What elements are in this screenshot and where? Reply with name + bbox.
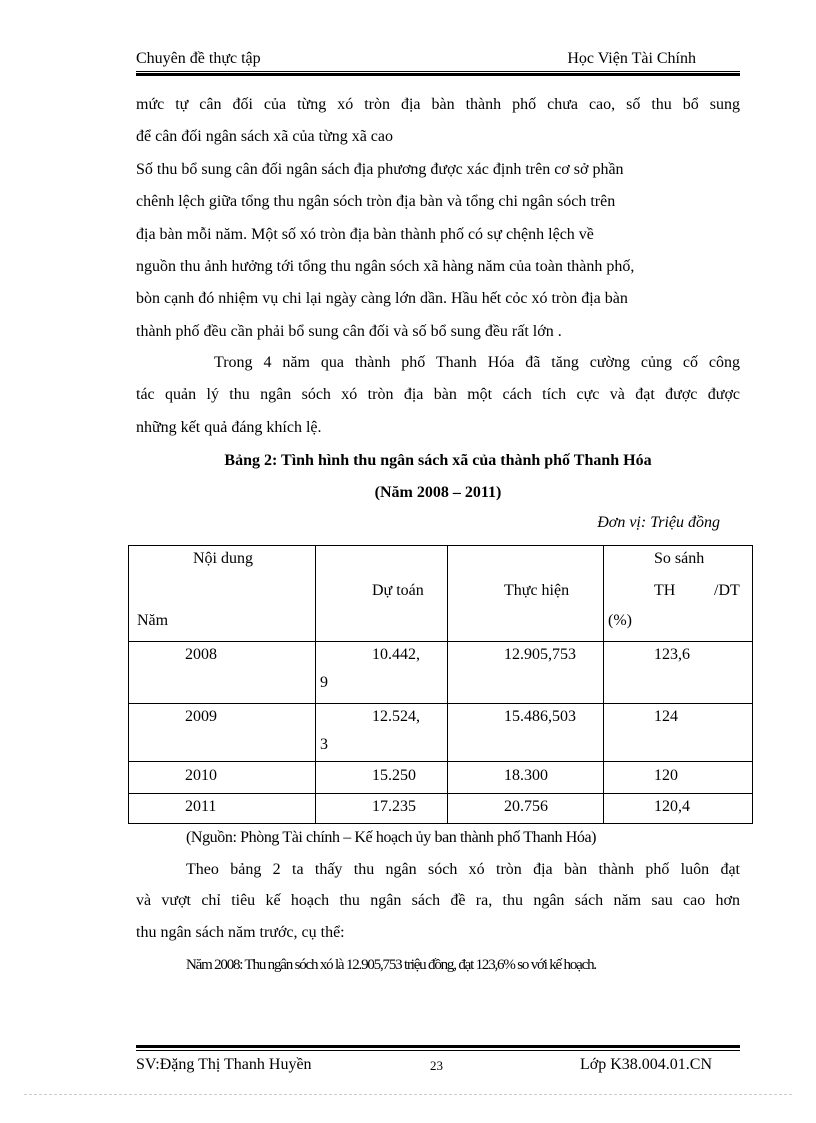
text-line: Theo bảng 2 ta thấy thu ngân sóch xó tròn địa bàn thành phố luôn đạt <box>186 861 740 878</box>
header-content: Nội dung <box>193 550 253 567</box>
text-line: để cân đối ngân sách xã của từng xã cao <box>136 128 394 145</box>
text-line: mức tự cân đối của từng xó tròn địa bàn thành phố chưa cao, số thu bổ sung <box>136 96 740 113</box>
cell-estimate: 17.235 <box>372 798 416 815</box>
cell-ratio: 120,4 <box>654 798 690 815</box>
cell-estimate: 15.250 <box>372 767 416 784</box>
cell-estimate: 12.524, <box>372 708 420 725</box>
header-compare-th: TH <box>654 582 676 599</box>
text-line: tác quản lý thu ngân sóch xó tròn địa bàn một cách tích cực và đạt được được <box>136 386 740 403</box>
table-unit: Đơn vị: Triệu đồng <box>597 514 720 531</box>
header-rule-thin <box>136 71 740 72</box>
text-line: và vượt chỉ tiêu kế hoạch thu ngân sách đề ra, thu ngân sách năm sau cao hơn <box>136 892 740 909</box>
header-compare-dt: /DT <box>714 582 740 599</box>
budget-table <box>128 545 753 824</box>
table-row <box>129 642 753 704</box>
page-header <box>136 50 740 70</box>
footer-rule-thick <box>136 1045 740 1048</box>
table-row <box>129 704 753 762</box>
cell-year: 2011 <box>185 798 217 815</box>
text-line: bòn cạnh đó nhiệm vụ chi lại ngày càng lớn dần. Hầu hết cỏc xó tròn địa bàn <box>136 290 628 307</box>
text-line: thu ngân sách năm trước, cụ thể: <box>136 924 345 941</box>
footer-student: SV:Đặng Thị Thanh Huyền <box>136 1056 312 1073</box>
page-edge-divider <box>24 1094 792 1095</box>
header-compare: So sánh <box>654 550 705 567</box>
cell-ratio: 124 <box>654 708 678 725</box>
table-years: (Năm 2008 – 2011) <box>374 484 502 501</box>
text-line: Số thu bổ sung cân đối ngân sách địa phương được xác định trên cơ sở phần <box>136 161 624 178</box>
text-line: Năm 2008: Thu ngân sóch xó là 12.905,753 triệu đồng, đạt 123,6% so với kế hoạch. <box>186 957 596 973</box>
table-header-row <box>129 546 753 642</box>
table-row <box>129 794 753 824</box>
page-number: 23 <box>430 1058 443 1073</box>
cell-estimate: 10.442, <box>372 646 420 663</box>
header-rule-thick <box>136 73 740 76</box>
cell-year: 2010 <box>185 767 217 784</box>
text-line: chênh lệch giữa tổng thu ngân sóch tròn địa bàn và tổng chi ngân sóch trên <box>136 193 616 210</box>
text-line: những kết quả đáng khích lệ. <box>136 419 322 436</box>
header-compare-pct: (%) <box>608 612 632 629</box>
footer-rule-thin <box>136 1050 740 1051</box>
text-line: thành phố đều cần phải bổ sung cân đối và số bổ sung đều rất lớn . <box>136 323 562 340</box>
text-line: địa bàn mỗi năm. Một số xó tròn địa bàn thành phố có sự chệnh lệch về <box>136 226 594 243</box>
table-title: Bảng 2: Tình hình thu ngân sách xã của thành phố Thanh Hóa <box>224 452 652 469</box>
cell-actual: 18.300 <box>504 767 548 784</box>
cell-year: 2008 <box>185 646 217 663</box>
footer-class: Lớp K38.004.01.CN <box>579 1056 712 1073</box>
cell-actual: 20.756 <box>504 798 548 815</box>
text-line: Trong 4 năm qua thành phố Thanh Hóa đã tăng cường củng cố công <box>214 354 740 371</box>
header-right: Học Viện Tài Chính <box>567 50 696 67</box>
cell-ratio: 120 <box>654 767 678 784</box>
cell-estimate-wrap: 9 <box>320 674 328 691</box>
text-line: nguồn thu ảnh hưởng tới tổng thu ngân sóch xã hàng năm của toàn thành phố, <box>136 258 635 275</box>
cell-year: 2009 <box>185 708 217 725</box>
header-estimate: Dự toán <box>372 582 424 599</box>
cell-estimate-wrap: 3 <box>320 736 328 753</box>
header-left: Chuyên đề thực tập <box>136 50 261 67</box>
header-year: Năm <box>137 612 169 629</box>
cell-ratio: 123,6 <box>654 646 690 663</box>
header-actual: Thực hiện <box>504 582 570 599</box>
cell-actual: 15.486,503 <box>504 708 576 725</box>
cell-actual: 12.905,753 <box>504 646 576 663</box>
table-row <box>129 762 753 794</box>
table-source: (Nguồn: Phòng Tài chính – Kế hoạch ủy ban thành phố Thanh Hóa) <box>186 829 597 846</box>
